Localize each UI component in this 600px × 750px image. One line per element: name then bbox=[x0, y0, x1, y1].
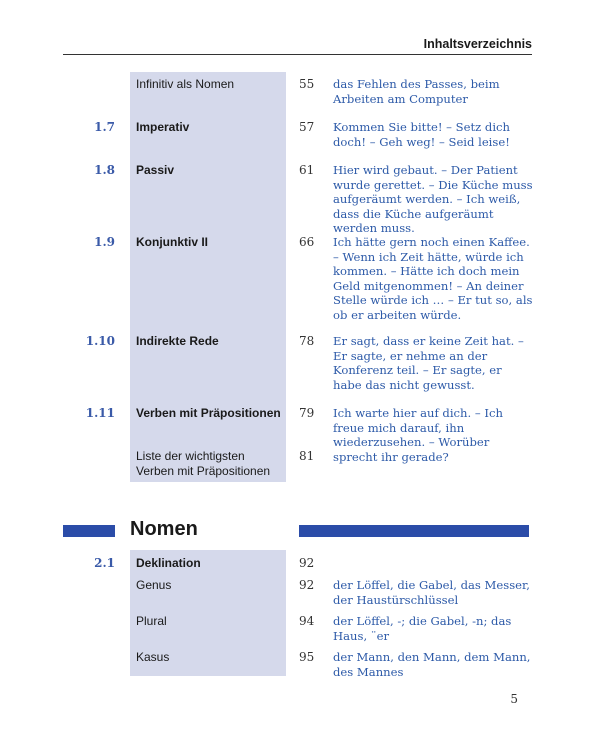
toc-page-number: 66 bbox=[299, 235, 315, 249]
toc-example: der Mann, den Mann, dem Mann, des Mannes bbox=[333, 650, 531, 679]
toc-example: Er sagt, dass er keine Zeit hat. – Er sagte, er nehme an der Konferenz teil. – Er sagte, er habe das nicht gewusst. bbox=[333, 334, 524, 392]
toc-topic[interactable]: Plural bbox=[136, 614, 167, 628]
toc-page-number: 57 bbox=[299, 120, 315, 134]
toc-topic[interactable]: Indirekte Rede bbox=[136, 334, 219, 348]
toc-page-number: 95 bbox=[299, 650, 315, 664]
toc-section-number: 1.11 bbox=[85, 406, 115, 420]
running-header-title: Inhaltsverzeichnis bbox=[423, 37, 532, 51]
toc-topic[interactable]: Genus bbox=[136, 578, 172, 592]
toc-example: der Löffel, -; die Gabel, -n; das Haus, ¨er bbox=[333, 614, 512, 643]
header-rule bbox=[63, 54, 532, 55]
toc-topic[interactable]: Verben mit Präpositionen bbox=[136, 406, 281, 420]
toc-topic[interactable]: Konjunktiv II bbox=[136, 235, 208, 249]
toc-example: der Löffel, die Gabel, das Messer, der Haustürschlüssel bbox=[333, 578, 530, 607]
toc-topic[interactable]: Passiv bbox=[136, 163, 175, 177]
toc-section-number: 1.10 bbox=[85, 334, 115, 348]
toc-page-number: 92 bbox=[299, 578, 315, 592]
toc-example: das Fehlen des Passes, beim Arbeiten am Computer bbox=[333, 77, 500, 106]
toc-topic[interactable]: Liste der wichtigsten Verben mit Präpositionen bbox=[136, 449, 271, 478]
toc-page-number: 55 bbox=[299, 77, 315, 91]
toc-topic[interactable]: Deklination bbox=[136, 556, 201, 570]
toc-example: Ich hätte gern noch einen Kaffee. – Wenn ich Zeit hätte, würde ich kommen. – Hätte ich doch mein Geld mitgenommen! – An deiner Stelle würde ich … – Er tut so, als ob er arbeiten würde. bbox=[333, 235, 533, 322]
toc-page-number: 79 bbox=[299, 406, 315, 420]
toc-page-number: 92 bbox=[299, 556, 315, 570]
page-number: 5 bbox=[510, 692, 518, 706]
toc-page-number: 81 bbox=[299, 449, 315, 463]
section-bar-left bbox=[63, 525, 115, 537]
toc-example: Ich warte hier auf dich. – Ich freue mich darauf, ihn wiederzusehen. – Worüber sprecht ihr gerade? bbox=[333, 406, 503, 464]
toc-topic[interactable]: Infinitiv als Nomen bbox=[136, 77, 235, 91]
toc-page-number: 61 bbox=[299, 163, 315, 177]
toc-page-number: 78 bbox=[299, 334, 315, 348]
toc-example: Hier wird gebaut. – Der Patient wurde gerettet. – Die Küche muss aufgeräumt werden. – Ich weiß, dass die Küche aufgeräumt werden muss. bbox=[333, 163, 533, 235]
toc-topic[interactable]: Imperativ bbox=[136, 120, 190, 134]
toc-example: Kommen Sie bitte! – Setz dich doch! – Geh weg! – Seid leise! bbox=[333, 120, 511, 149]
toc-section-number: 1.9 bbox=[94, 235, 115, 249]
section-title: Nomen bbox=[130, 518, 198, 540]
section-bar-right bbox=[299, 525, 529, 537]
toc-section-number: 1.8 bbox=[94, 163, 115, 177]
toc-page-number: 94 bbox=[299, 614, 315, 628]
toc-topic[interactable]: Kasus bbox=[136, 650, 170, 664]
toc-section-number: 1.7 bbox=[94, 120, 115, 134]
toc-section-number: 2.1 bbox=[94, 556, 115, 570]
